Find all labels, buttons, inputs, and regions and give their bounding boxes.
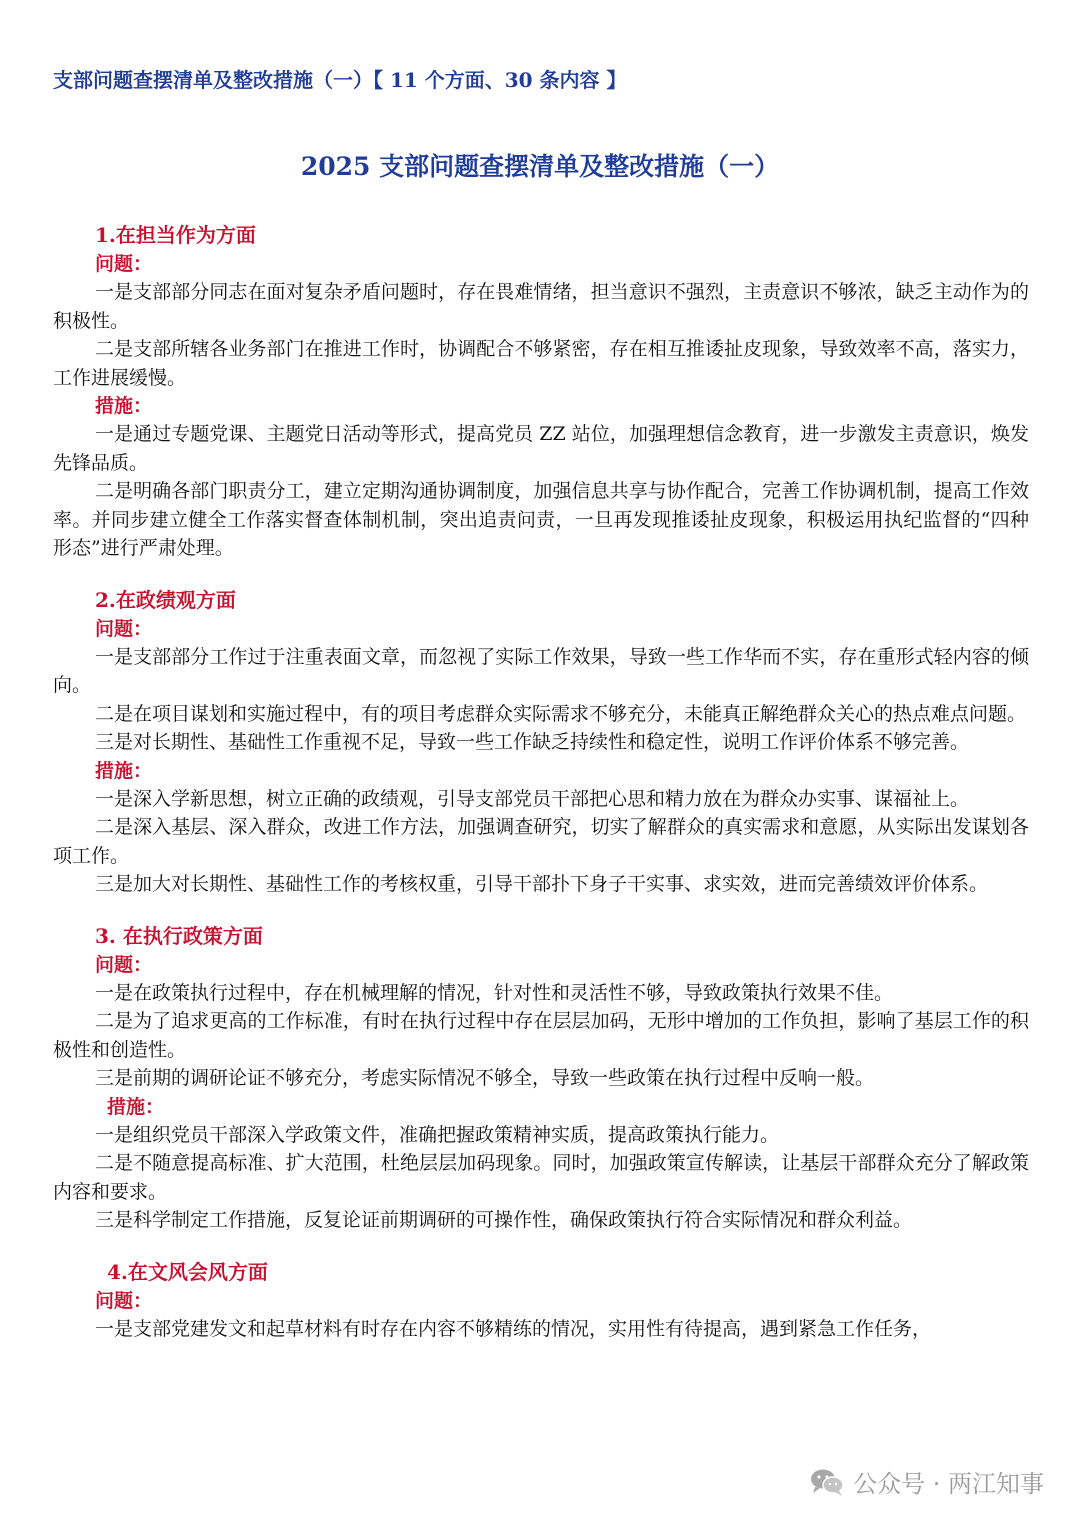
measures-label: 措施： bbox=[95, 759, 153, 782]
problem-item: 二是为了追求更高的工作标准，有时在执行过程中存在层层加码，无形中增加的工作负担，影响了基层工作的积极性和创造性。 bbox=[53, 1010, 1029, 1061]
measure-item: 三是科学制定工作措施，反复论证前期调研的可操作性，确保政策执行符合实际情况和群众利益。 bbox=[95, 1209, 913, 1231]
measure-item: 三是加大对长期性、基础性工作的考核权重，引导干部扑下身子干实事、求实效，进而完善绩效评价体系。 bbox=[95, 873, 989, 895]
problem-item: 三是对长期性、基础性工作重视不足，导致一些工作缺乏持续性和稳定性，说明工作评价体系不够完善。 bbox=[95, 731, 970, 753]
account-watermark[interactable] bbox=[809, 1464, 1044, 1499]
document-title: 2025 支部问题查摆清单及整改措施（一） bbox=[300, 152, 780, 181]
problem-item: 二是支部所辖各业务部门在推进工作时，协调配合不够紧密，存在相互推诿扯皮现象，导致效率不高，落实力，工作进展缓慢。 bbox=[53, 338, 1029, 389]
section-heading: 4.在文风会风方面 bbox=[107, 1259, 268, 1284]
section-heading: 3. 在执行政策方面 bbox=[95, 923, 263, 948]
measure-item: 二是明确各部门职责分工，建立定期沟通协调制度，加强信息共享与协作配合，完善工作协调机制，提高工作效率。并同步建立健全工作落实督查体制机制，突出追责问责，一旦再发现推诿扯皮现象，积极运用执纪监督的“四种形态”进行严肃处理。 bbox=[53, 480, 1029, 559]
account-name: 公众号 · 两江知事 bbox=[853, 1470, 1044, 1498]
problem-item: 一是在政策执行过程中，存在机械理解的情况，针对性和灵活性不够，导致政策执行效果不佳。 bbox=[95, 981, 894, 1004]
problem-item: 二是在项目谋划和实施过程中，有的项目考虑群众实际需求不够充分，未能真正解绝群众关心的热点难点问题。 bbox=[95, 702, 1027, 725]
problem-item: 一是支部部分工作过于注重表面文章，而忽视了实际工作效果，导致一些工作华而不实，存在重形式轻内容的倾向。 bbox=[53, 645, 1029, 696]
problems-label: 问题： bbox=[95, 1289, 153, 1312]
problems-label: 问题： bbox=[95, 253, 153, 275]
section-4 bbox=[53, 1257, 1029, 1344]
problem-item: 一是支部部分同志在面对复杂矛盾问题时，存在畏难情绪，担当意识不强烈，主责意识不够浓，缺乏主动作为的积极性。 bbox=[53, 281, 1029, 332]
measure-item: 二是不随意提高标准、扩大范围，杜绝层层加码现象。同时，加强政策宣传解读，让基层干部群众充分了解政策内容和要求。 bbox=[53, 1152, 1029, 1203]
measures-label: 措施： bbox=[107, 1095, 165, 1118]
measure-item: 二是深入基层、深入群众，改进工作方法，加强调查研究，切实了解群众的真实需求和意愿，从实际出发谋划各项工作。 bbox=[53, 816, 1029, 867]
section-heading: 1.在担当作为方面 bbox=[95, 223, 256, 247]
wechat-icon bbox=[809, 1467, 845, 1497]
problem-item: 一是支部党建发文和起草材料有时存在内容不够精练的情况，实用性有待提高，遇到紧急工作任务， bbox=[95, 1317, 932, 1340]
problems-label: 问题： bbox=[95, 617, 153, 640]
measures-label: 措施： bbox=[95, 395, 153, 417]
section-3 bbox=[53, 921, 1029, 1235]
problem-item: 三是前期的调研论证不够充分，考虑实际情况不够全，导致一些政策在执行过程中反响一般。 bbox=[95, 1067, 875, 1089]
section-2 bbox=[53, 585, 1029, 899]
section-1 bbox=[53, 220, 1029, 563]
section-heading: 2.在政绩观方面 bbox=[95, 587, 236, 612]
measure-item: 一是组织党员干部深入学政策文件，准确把握政策精神实质，提高政策执行能力。 bbox=[95, 1123, 780, 1146]
document-body bbox=[53, 220, 1029, 1365]
top-article-link[interactable]: 支部问题查摆清单及整改措施（一）【 11 个方面、30 条内容 】 bbox=[53, 68, 627, 92]
problems-label: 问题： bbox=[95, 953, 153, 976]
measure-item: 一是通过专题党课、主题党日活动等形式，提高党员 ZZ 站位，加强理想信念教育，进一步激发主责意识，焕发先锋品质。 bbox=[53, 423, 1029, 474]
measure-item: 一是深入学新思想，树立正确的政绩观，引导支部党员干部把心思和精力放在为群众办实事、谋福祉上。 bbox=[95, 787, 970, 810]
